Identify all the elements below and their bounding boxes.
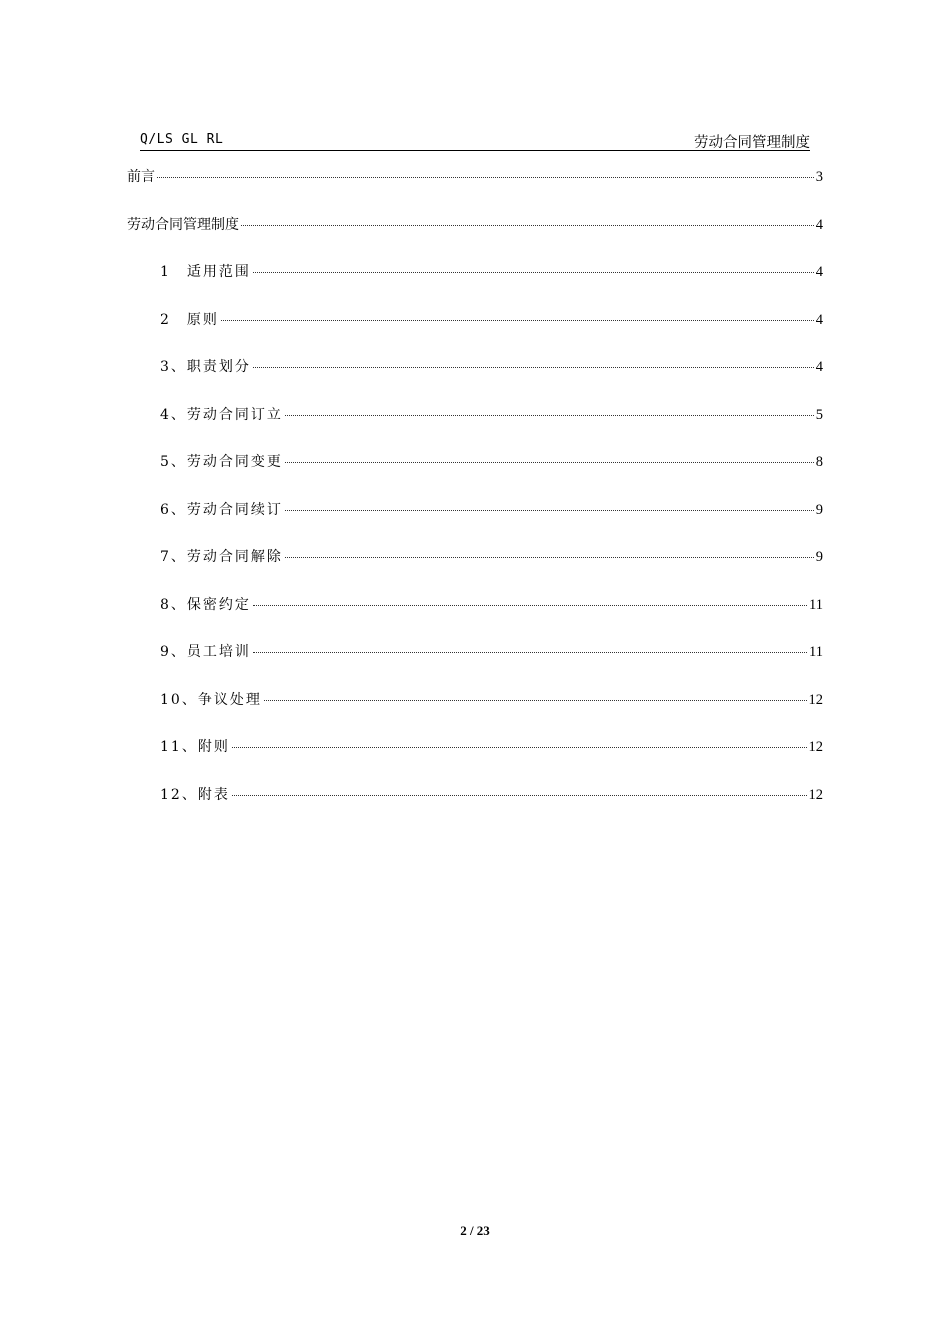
toc-dot-leader [285, 462, 814, 463]
toc-dot-leader [264, 700, 807, 701]
toc-entry-label: 10、争议处理 [160, 691, 262, 708]
toc-entry[interactable] [160, 499, 823, 519]
toc-dot-leader [253, 272, 814, 273]
toc-entry-label: 前言 [127, 169, 155, 185]
toc-entry-page: 4 [815, 264, 823, 280]
toc-dot-leader [253, 652, 807, 653]
toc-entry-label: 劳动合同管理制度 [127, 216, 239, 233]
toc-entry[interactable] [127, 166, 823, 186]
toc-entry[interactable] [160, 309, 823, 329]
toc-entry-label: 12、附表 [160, 786, 230, 803]
toc-entry[interactable] [160, 594, 823, 614]
toc-entry-page: 12 [808, 786, 823, 803]
toc-dot-leader [157, 177, 814, 178]
toc-entry[interactable] [160, 404, 823, 424]
toc-entry[interactable] [160, 546, 823, 566]
page-number: 2 / 23 [460, 1223, 490, 1238]
toc-entry-label: 6、劳动合同续订 [160, 501, 283, 518]
toc-entry-label: 11、附则 [160, 739, 230, 755]
toc-dot-leader [253, 367, 814, 368]
document-title: 劳动合同管理制度 [694, 135, 810, 151]
page-header [140, 131, 810, 151]
toc-entry-page: 5 [815, 406, 823, 423]
toc-entry-label: 5、劳动合同变更 [160, 454, 283, 470]
toc-dot-leader [232, 747, 807, 748]
toc-entry-page: 8 [815, 454, 823, 470]
toc-dot-leader [221, 320, 814, 321]
toc-entry[interactable] [160, 736, 823, 756]
toc-entry-page: 4 [815, 311, 823, 328]
toc-entry[interactable] [160, 784, 823, 804]
toc-entry-page: 4 [815, 216, 823, 233]
toc-entry-label: 4、劳动合同订立 [160, 406, 283, 423]
toc-entry-page: 11 [809, 644, 823, 660]
toc-entry-page: 12 [808, 739, 823, 755]
toc-entry-label: 8、保密约定 [160, 596, 251, 613]
toc-entry[interactable] [127, 214, 823, 234]
toc-entry-page: 4 [815, 359, 823, 375]
toc-dot-leader [285, 510, 814, 511]
toc-entry[interactable] [160, 451, 823, 471]
toc-entry-label: 2 原则 [160, 311, 219, 328]
toc-entry[interactable] [160, 356, 823, 376]
toc-entry-page: 11 [809, 596, 823, 613]
toc-dot-leader [253, 605, 807, 606]
toc-dot-leader [232, 795, 807, 796]
toc-entry-label: 7、劳动合同解除 [160, 549, 283, 565]
toc-entry-label: 1 适用范围 [160, 264, 251, 280]
toc-entry-label: 9、员工培训 [160, 644, 251, 660]
toc-entry[interactable] [160, 689, 823, 709]
toc-dot-leader [285, 415, 814, 416]
toc-dot-leader [241, 225, 814, 226]
toc-entry[interactable] [160, 261, 823, 281]
document-code: Q/LS GL RL [140, 132, 224, 147]
toc-entry-page: 12 [808, 691, 823, 708]
toc-entry-page: 9 [815, 549, 823, 565]
toc-entry[interactable] [160, 641, 823, 661]
toc-entry-page: 9 [815, 501, 823, 518]
toc-entry-label: 3、职责划分 [160, 359, 251, 375]
toc-entry-page: 3 [815, 169, 823, 185]
toc-dot-leader [285, 557, 814, 558]
